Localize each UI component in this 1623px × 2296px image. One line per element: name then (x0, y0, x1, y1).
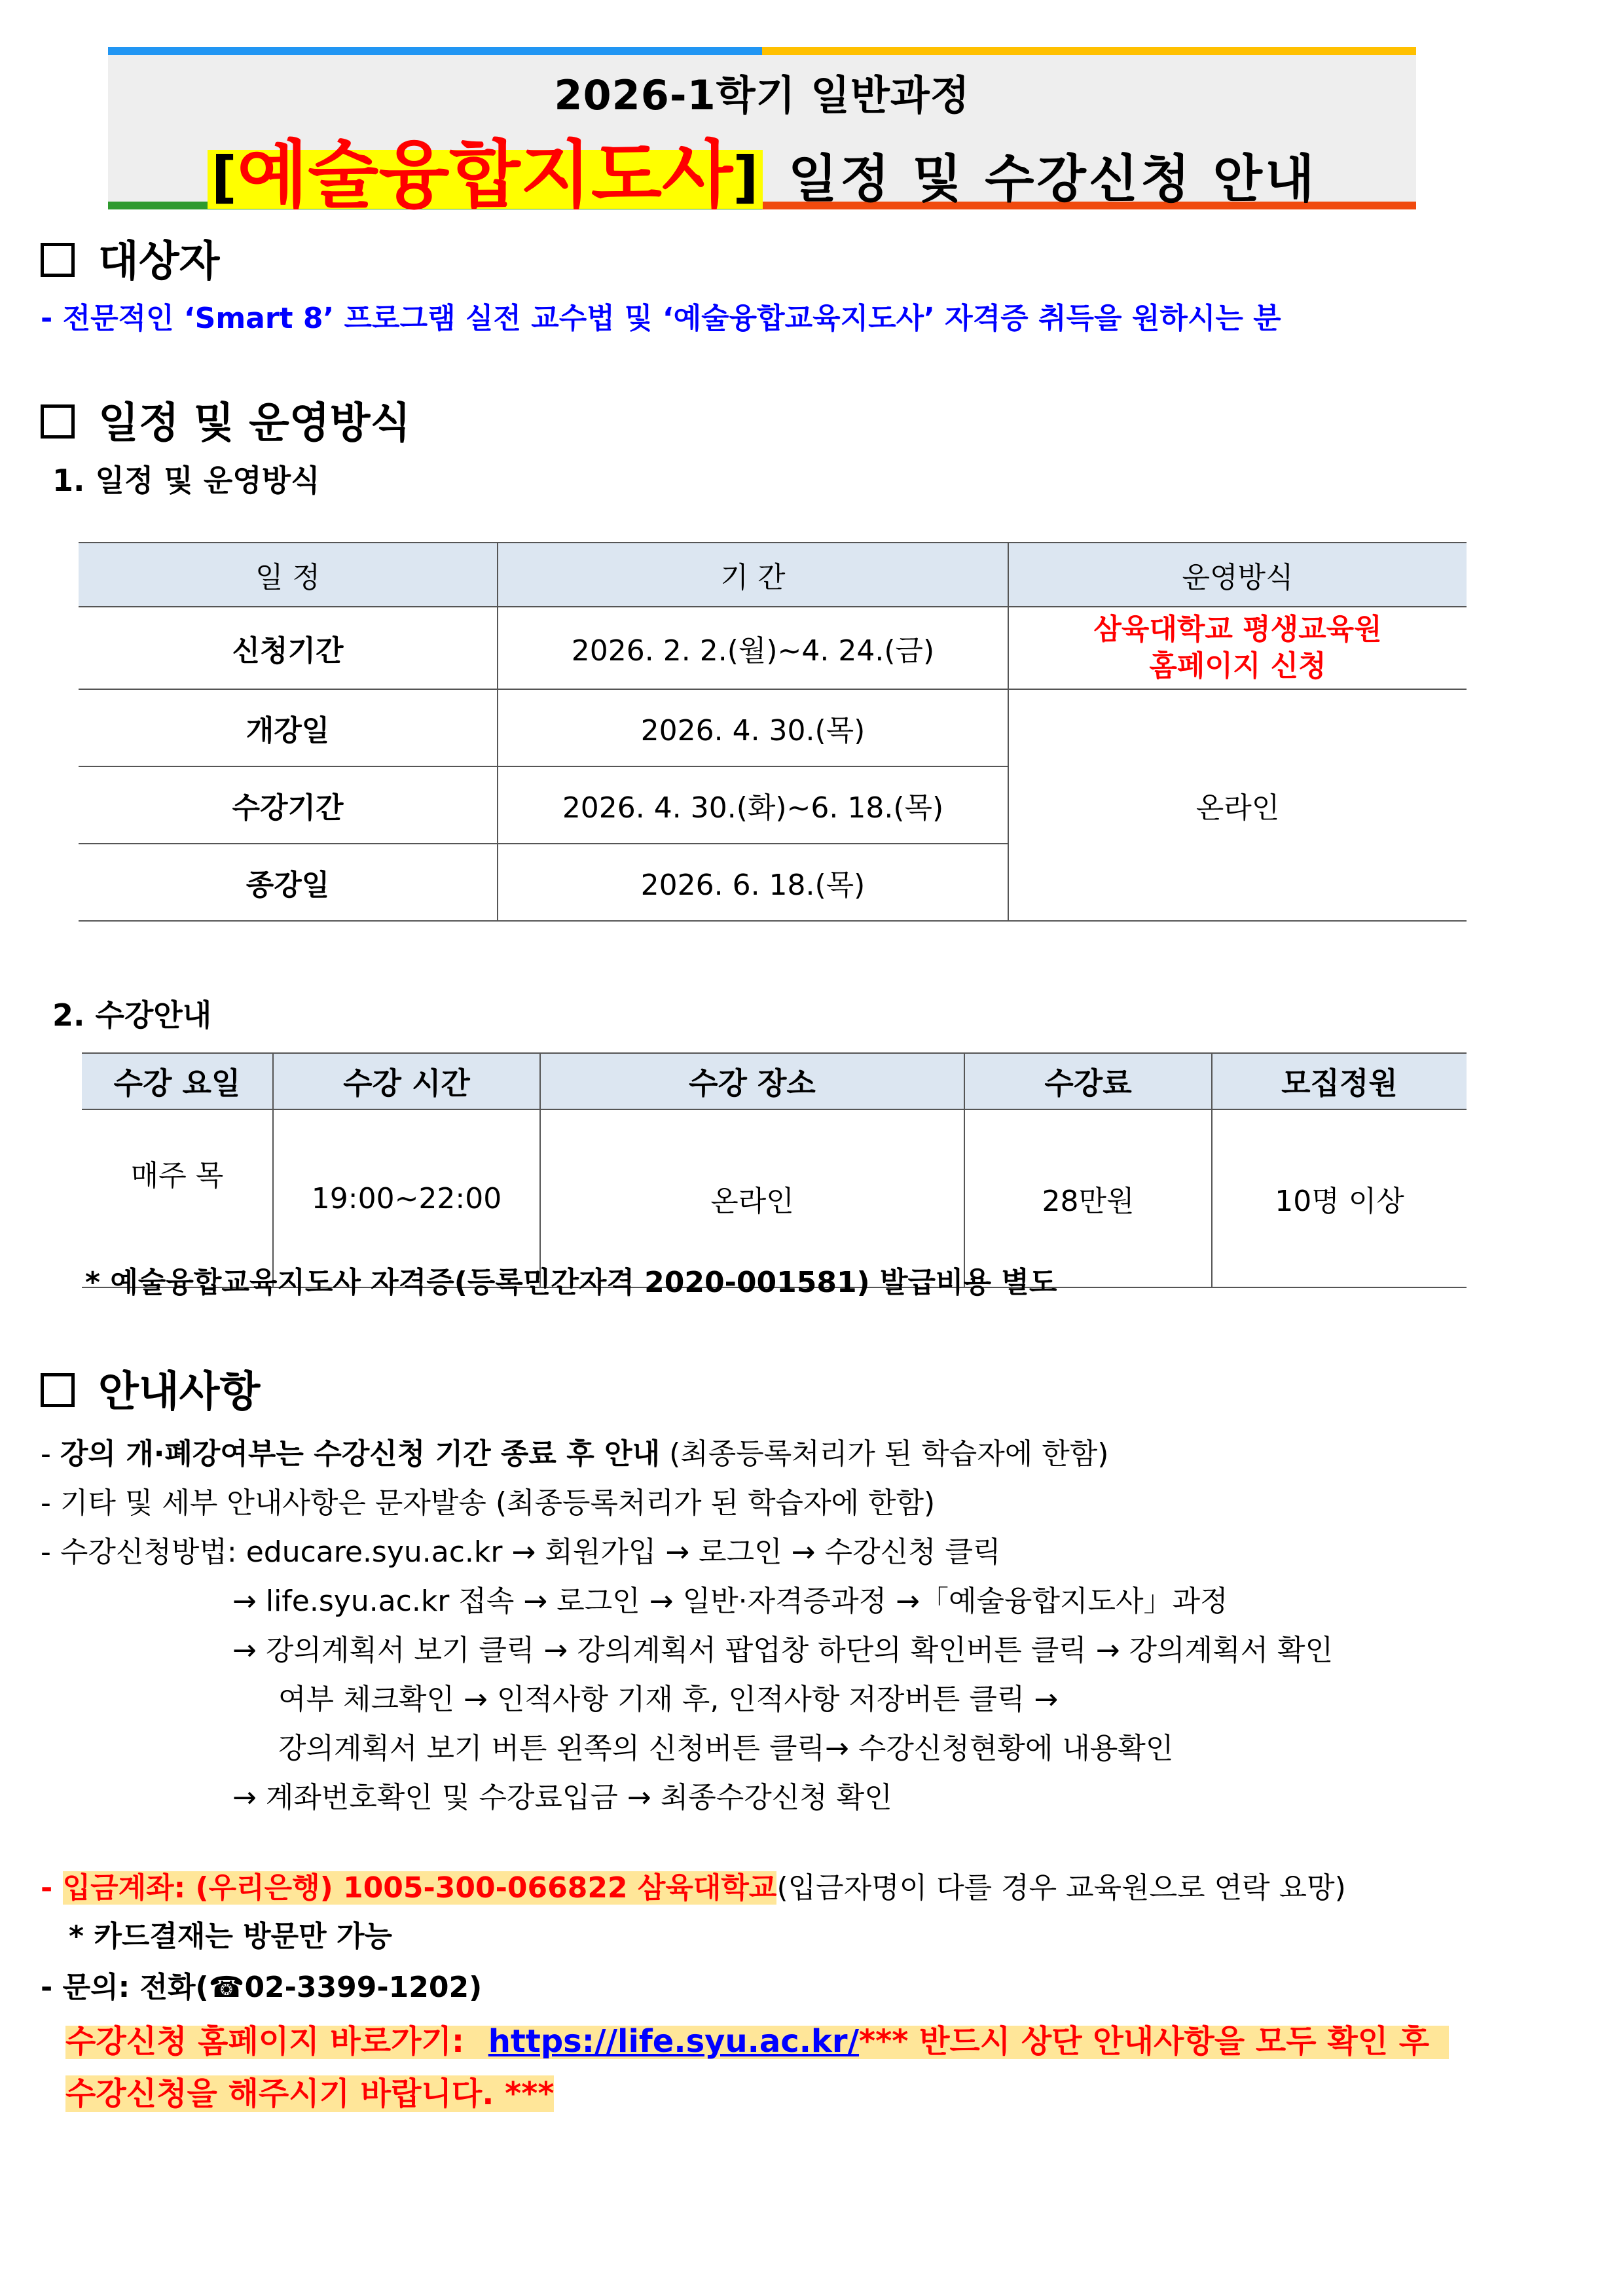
info-item-1: - 강의 개·폐강여부는 수강신청 기간 종료 후 안내 (최종등록처리가 된 학습자에 한함) (41, 1437, 1109, 1471)
course-info-table (82, 1052, 1467, 1288)
checkbox-square-icon (41, 243, 75, 277)
header-period: 기 간 (498, 543, 1008, 607)
value-capacity: 10명 이상 (1212, 1109, 1467, 1287)
row-label: 수강기간 (79, 766, 498, 844)
row-period: 2026. 2. 2.(월)~4. 24.(금) (498, 607, 1008, 689)
value-time: 19:00~22:00 (273, 1109, 540, 1287)
value-fee: 28만원 (964, 1109, 1212, 1287)
contact-phone: 문의: 전화(☎02-3399-1202) (62, 1971, 483, 2004)
banner-top-left-bar (108, 47, 762, 55)
header-place: 수강 장소 (540, 1053, 964, 1109)
method-apply-line2: 홈페이지 신청 (1149, 649, 1326, 683)
method-line-6: → 계좌번호확인 및 수강료입금 → 최종수강신청 확인 (232, 1781, 892, 1814)
header-method: 운영방식 (1008, 543, 1467, 607)
schedule-subheading-1: 1. 일정 및 운영방식 (52, 463, 320, 498)
warning-line-2: 수강신청을 해주시기 바랍니다. *** (65, 2075, 555, 2112)
program-name-highlight (208, 133, 763, 218)
account-number: 입금계좌: (우리은행) 1005-300-066822 삼육대학교 (62, 1871, 777, 1905)
value-day: 매주 목 (82, 1109, 273, 1287)
method-line-3: → 강의계획서 보기 클릭 → 강의계획서 팝업창 하단의 확인버튼 클릭 → 강의계획서 확인 (232, 1634, 1334, 1667)
section-info-title: 안내사항 (98, 1368, 261, 1416)
row-period: 2026. 4. 30.(목) (498, 689, 1008, 766)
title-rest: 일정 및 수강신청 안내 (788, 150, 1317, 209)
page-title (108, 117, 1416, 222)
method-line-5: 강의계획서 보기 버튼 왼쪽의 신청버튼 클릭→ 수강신청현황에 내용확인 (278, 1732, 1174, 1765)
section-target-heading (41, 228, 219, 288)
info-item-3: - 수강신청방법: educare.syu.ac.kr → 회원가입 → 로그인 → 수강신청 클릭 (41, 1535, 1001, 1569)
method-line-2: → life.syu.ac.kr 접속 → 로그인 → 일반·자격증과정 →「예술융합지도사」과정 (232, 1585, 1228, 1618)
header-schedule: 일 정 (79, 543, 498, 607)
row-label: 개강일 (79, 689, 498, 766)
bracket-close: ] (733, 145, 759, 210)
card-payment-note: * 카드결재는 방문만 가능 (69, 1920, 393, 1953)
account-info: - 입금계좌: (우리은행) 1005-300-066822 삼육대학교(입금자명이 다를 경우 교육원으로 연락 요망) (41, 1871, 1346, 1905)
method-apply-line1: 삼육대학교 평생교육원 (1093, 613, 1382, 646)
table-row (79, 607, 1467, 689)
info-item-2-text: 기타 및 세부 안내사항은 문자발송 (최종등록처리가 된 학습자에 한함) (60, 1486, 936, 1520)
section-target-title: 대상자 (98, 238, 220, 286)
title-banner (108, 47, 1416, 218)
value-place: 온라인 (540, 1109, 964, 1287)
title-subtitle: 2026-1학기 일반과정 (554, 71, 970, 119)
row-label: 종강일 (79, 844, 498, 921)
method-line-1: 수강신청방법: educare.syu.ac.kr → 회원가입 → 로그인 → 수강신청 클릭 (60, 1535, 1001, 1569)
checkbox-square-icon (41, 404, 75, 439)
schedule-subheading-2: 2. 수강안내 (52, 997, 212, 1033)
certificate-note: * 예술융합교육지도사 자격증(등록민간자격 2020-001581) 발급비용 별도 (85, 1266, 1057, 1299)
warning-line-2-wrap (65, 2068, 554, 2113)
table-row (79, 689, 1467, 766)
header-time: 수강 시간 (273, 1053, 540, 1109)
info-item-1-rest: (최종등록처리가 된 학습자에 한함) (660, 1437, 1109, 1471)
account-note: (입금자명이 다를 경우 교육원으로 연락 요망) (776, 1871, 1346, 1905)
section-schedule-heading (41, 389, 410, 450)
section-schedule-title: 일정 및 운영방식 (98, 399, 411, 448)
header-fee: 수강료 (964, 1053, 1212, 1109)
header-day: 수강 요일 (82, 1053, 273, 1109)
row-period: 2026. 6. 18.(목) (498, 844, 1008, 921)
row-period: 2026. 4. 30.(화)~6. 18.(목) (498, 766, 1008, 844)
method-online: 온라인 (1008, 689, 1467, 921)
contact-info: - 문의: 전화(☎02-3399-1202) (41, 1971, 483, 2004)
section-info-heading (41, 1358, 260, 1418)
table-header-row (79, 543, 1467, 607)
target-description: - 전문적인 ‘Smart 8’ 프로그램 실전 교수법 및 ‘예술융합교육지도사’ 자격증 취득을 원하시는 분 (41, 302, 1281, 335)
schedule-table (79, 542, 1467, 922)
shortcut-line (65, 2016, 1449, 2061)
warning-line-1: *** 반드시 상단 안내사항을 모두 확인 후 (859, 2023, 1430, 2060)
bracket-open: [ (211, 145, 237, 210)
homepage-link[interactable]: https://life.syu.ac.kr/ (488, 2023, 860, 2060)
method-apply (1008, 607, 1467, 689)
table-header-row (82, 1053, 1467, 1109)
banner-top-right-bar (762, 47, 1416, 55)
header-capacity: 모집정원 (1212, 1053, 1467, 1109)
program-name: 예술융합지도사 (236, 133, 733, 218)
shortcut-highlight (65, 2023, 1449, 2060)
row-label: 신청기간 (79, 607, 498, 689)
shortcut-label: 수강신청 홈페이지 바로가기: (65, 2023, 475, 2060)
info-item-2: - 기타 및 세부 안내사항은 문자발송 (최종등록처리가 된 학습자에 한함) (41, 1486, 936, 1520)
checkbox-square-icon (41, 1373, 75, 1407)
info-item-1-bold: 강의 개·폐강여부는 수강신청 기간 종료 후 안내 (60, 1437, 661, 1471)
method-line-4: 여부 체크확인 → 인적사항 기재 후, 인적사항 저장버튼 클릭 → (278, 1683, 1059, 1716)
